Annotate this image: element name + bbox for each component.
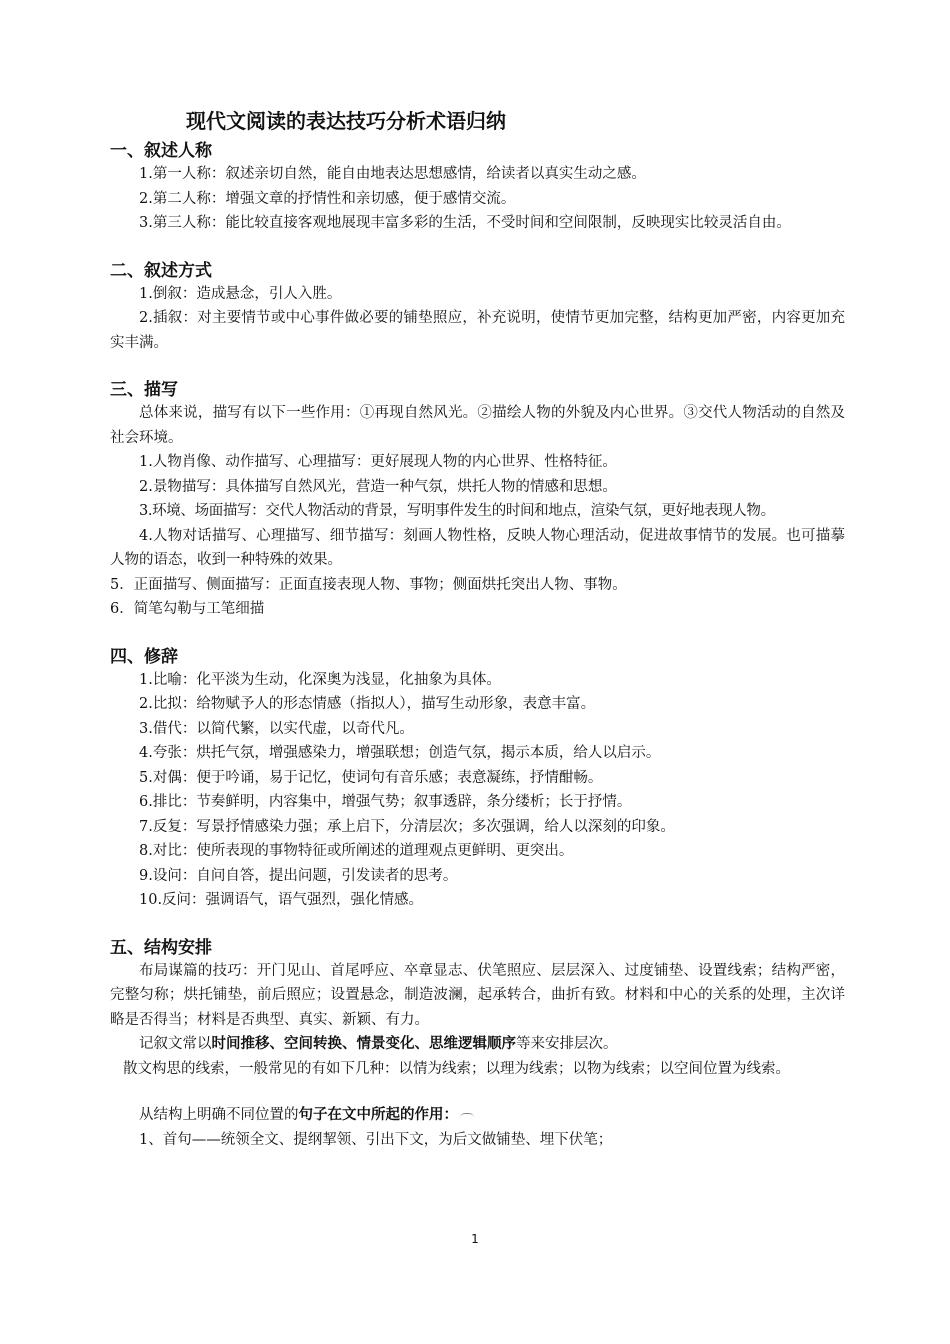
- paragraph: 5．正面描写、侧面描写：正面直接表现人物、事物；侧面烘托突出人物、事物。: [110, 576, 627, 593]
- list-item: 8.对比：使所表现的事物特征或所阐述的道理观点更鲜明、更突出。: [139, 843, 574, 859]
- list-item: 4.夸张：烘托气氛，增强感染力，增强联想；创造气氛，揭示本质，给人以启示。: [139, 745, 661, 761]
- paragraph: 总体来说，描写有以下一些作用：①再现自然风光。②描绘人物的外貌及内心世界。③交代人物活动的自然及社会环境。: [110, 405, 845, 446]
- page-number: 1: [471, 1232, 479, 1246]
- paragraph: 1、首句——统领全文、提纲挈领、引出下文，为后文做铺垫、埋下伏笔；: [139, 1131, 613, 1148]
- paragraph: 2.插叙：对主要情节或中心事件做必要的铺垫照应，补充说明，使情节更加完整，结构更加严密，内容更加充实丰满。: [110, 310, 845, 351]
- paragraph: 4.人物对话描写、心理描写、细节描写：刻画人物性格，反映人物心理活动，促进故事情节的发展。也可描摹人物的语态，收到一种特殊的效果。: [110, 527, 845, 568]
- paragraph: 1.人物肖像、动作描写、心理描写：更好展现人物的内心世界、性格特征。: [139, 454, 617, 470]
- text-run: 记叙文常以: [139, 1036, 212, 1052]
- list-item: 5.对偶：便于吟诵，易于记忆，使词句有音乐感；表意凝练，抒情酣畅。: [139, 769, 603, 786]
- paragraph: 3.环境、场面描写：交代人物活动的背景，写明事件发生的时间和地点，渲染气氛，更好地表现人物。: [139, 503, 775, 519]
- document-body: [110, 108, 845, 1152]
- paragraph: 2.第二人称：增强文章的抒情性和亲切感，便于感情交流。: [139, 190, 516, 207]
- list-item: 6.排比：节奏鲜明，内容集中，增强气势；叙事透辟，条分缕析；长于抒情。: [139, 794, 632, 810]
- bold-text: 时间推移、空间转换、情景变化、思维逻辑顺序: [211, 1035, 516, 1052]
- section-heading-narrative-person: 一、叙述人称: [110, 141, 212, 161]
- text-run: 从结构上明确不同位置的: [139, 1107, 299, 1123]
- text-run: 等来安排层次。: [516, 1036, 618, 1052]
- paragraph: 散文构思的线索，一般常见的有如下几种：以情为线索；以理为线索；以物为线索；以空间位置为线索。: [123, 1060, 791, 1077]
- paragraph: 1.第一人称：叙述亲切自然，能自由地表达思想感情，给读者以真实生动之感。: [139, 166, 646, 182]
- section-heading-structure: 五、结构安排: [110, 937, 212, 958]
- text-cursor-mark: [460, 1113, 474, 1118]
- section-heading-description: 三、描写: [110, 380, 178, 400]
- paragraph: [110, 1032, 845, 1057]
- list-item: 7.反复：写景抒情感染力强；承上启下，分清层次；多次强调，给人以深刻的印象。: [139, 818, 675, 835]
- list-item: 3.借代：以简代繁，以实代虚，以奇代凡。: [139, 720, 414, 737]
- list-item: 9.设问：自问自答，提出问题，引发读者的思考。: [139, 867, 458, 884]
- paragraph: 6．简笔勾勒与工笔细描: [110, 601, 265, 617]
- paragraph: [110, 1103, 845, 1128]
- bold-text: 句子在文中所起的作用：: [298, 1106, 458, 1123]
- paragraph: 2.景物描写：具体描写自然风光，营造一种气氛，烘托人物的情感和思想。: [139, 478, 617, 495]
- document-title: 现代文阅读的表达技巧分析术语归纳: [186, 109, 506, 133]
- list-item: 2.比拟：给物赋予人的形态情感（指拟人），描写生动形象，表意丰富。: [139, 696, 596, 712]
- paragraph: 3.第三人称：能比较直接客观地展现丰富多彩的生活，不受时间和空间限制，反映现实比较灵活自由。: [139, 215, 791, 231]
- section-heading-rhetoric: 四、修辞: [110, 646, 178, 667]
- list-item: 1.比喻：化平淡为生动，化深奥为浅显，化抽象为具体。: [139, 671, 501, 688]
- paragraph: 1.倒叙：造成悬念，引人入胜。: [139, 285, 342, 302]
- paragraph: 布局谋篇的技巧：开门见山、首尾呼应、卒章显志、伏笔照应、层层深入、过度铺垫、设置线索；结构严密，完整匀称；烘托铺垫，前后照应；设置悬念，制造波澜，起承转合，曲折有致。材料和中心的关系的处理，主次详略是否得当；材料是否典型、真实、新颖、有力。: [110, 962, 845, 1028]
- list-item: 10.反问：强调语气，语气强烈，强化情感。: [139, 892, 424, 908]
- section-heading-narrative-method: 二、叙述方式: [110, 260, 212, 281]
